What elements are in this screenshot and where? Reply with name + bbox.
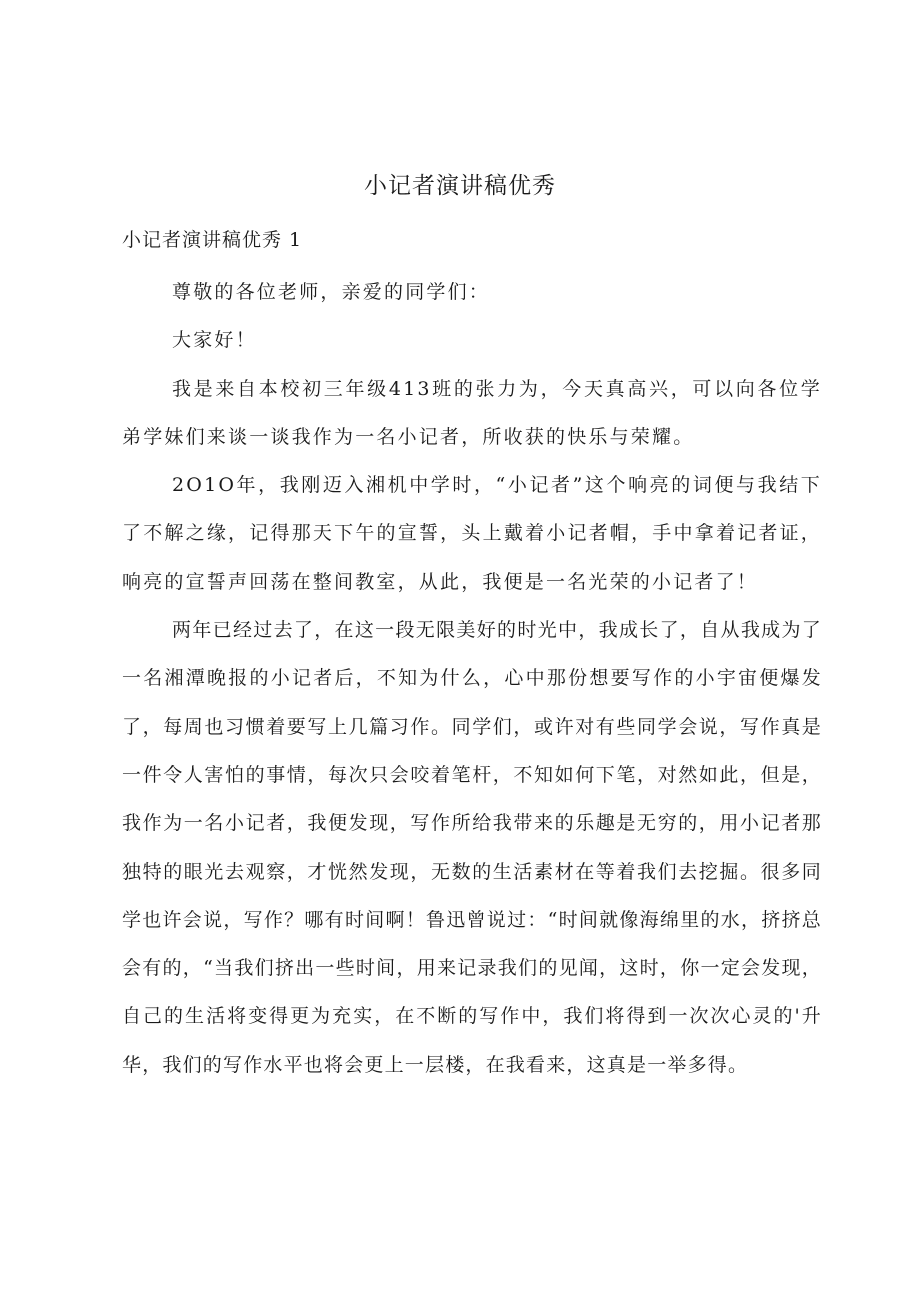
section-heading: 小记者演讲稿优秀 1 <box>122 229 303 251</box>
document-title: 小记者演讲稿优秀 <box>364 173 556 199</box>
history-paragraph: 2O1O年，我刚迈入湘机中学时，“小记者”这个响亮的词便与我结下了不解之缘，记得那天下午的宣誓，头上戴着小记者帽，手中拿着记者证，响亮的宣誓声回荡在整间教室，从此，我便是一名光荣的小记者了！ <box>122 474 822 593</box>
intro-paragraph: 我是来自本校初三年级413班的张力为，今天真高兴，可以向各位学弟学妹们来谈一谈我作为一名小记者，所收获的快乐与荣耀。 <box>122 377 822 448</box>
greeting-paragraph: 大家好！ <box>172 329 257 352</box>
salutation-paragraph: 尊敬的各位老师，亲爱的同学们： <box>172 281 491 303</box>
growth-paragraph: 两年已经过去了，在这一段无限美好的时光中，我成长了，自从我成为了一名湘潭晚报的小记者后，不知为什么，心中那份想要写作的小宇宙便爆发了，每周也习惯着要写上几篇习作。同学们，或许对有些同学会说，写作真是一件令人害怕的事情，每次只会咬着笔杆，不知如何下笔，对然如此，但是，我作为一名小记者，我便发现，写作所给我带来的乐趣是无穷的，用小记者那独特的眼光去观察，才恍然发现，无数的生活素材在等着我们去挖掘。很多同学也许会说，写作？哪有时间啊！鲁迅曾说过：“时间就像海绵里的水，挤挤总会有的，“当我们挤出一些时间，用来记录我们的见闻，这时，你一定会发现，自己的生活将变得更为充实，在不断的写作中，我们将得到一次次心灵的'升华，我们的写作水平也将会更上一层楼，在我看来，这真是一举多得。 <box>122 619 822 1076</box>
document-body <box>122 268 822 1089</box>
